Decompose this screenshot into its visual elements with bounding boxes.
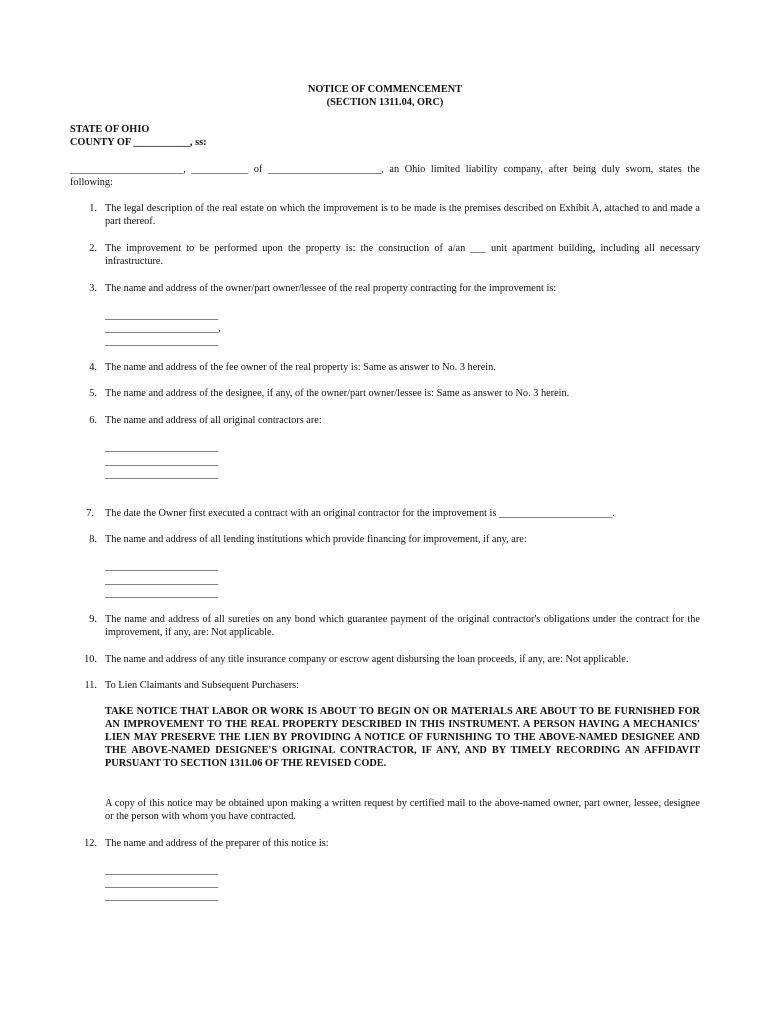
intro-paragraph: ______________________, ___________ of ______________________, an Ohio limited liability company, after being duly sworn, states the following: [70, 164, 700, 188]
blank-line: ______________________ [105, 865, 219, 876]
blank-line: ______________________ [105, 456, 219, 467]
list-item [70, 282, 700, 295]
item-text: The name and address of all lending institutions which provide financing for improvement, if any, are: [105, 534, 527, 545]
list-item [70, 387, 700, 400]
list-item [70, 361, 700, 374]
item-text: The name and address of the owner/part owner/lessee of the real property contracting for the improvement is: [105, 283, 557, 294]
list-item [70, 837, 700, 850]
item-number: 3. [89, 283, 97, 294]
item-number: 12. [84, 838, 97, 849]
venue-county: COUNTY OF ___________, ss: [70, 137, 207, 148]
item-text: The improvement to be performed upon the property is: the construction of a/an ___ unit apartment building, including all necessary infrastructure. [105, 243, 700, 267]
lien-notice: TAKE NOTICE THAT LABOR OR WORK IS ABOUT TO BEGIN ON OR MATERIALS ARE ABOUT TO BE FURNISHED FOR AN IMPROVEMENT TO THE REAL PROPERTY DESCRIBED IN THIS INSTRUMENT. A PERSON HAVING A MECHANICS' LIEN MAY PRESERVE THE LIEN BY PROVIDING A NOTICE OF FURNISHING TO THE ABOVE-NAMED DESIGNEE AND THE ABOVE-NAMED DESIGNEE'S ORIGINAL CONTRACTOR, IF ANY, AND BY TIMELY RECORDING AN AFFIDAVIT PURSUANT TO SECTION 1311.06 OF THE REVISED CODE. [105, 706, 700, 769]
item-number: 2. [89, 243, 97, 254]
item-text: The name and address of the designee, if any, of the owner/part owner/lessee is: Same as answer to No. 3 herein. [105, 388, 570, 399]
venue-state: STATE OF OHIO [70, 124, 150, 135]
blank-line: ______________________, [105, 323, 221, 334]
blank-line: ______________________ [105, 310, 219, 321]
item-number: 7. [86, 508, 94, 519]
list-item [70, 613, 700, 639]
list-item [70, 507, 700, 520]
list-item [70, 242, 700, 268]
blank-line: ______________________ [105, 575, 219, 586]
item-number: 10. [84, 654, 97, 665]
blank-line: ______________________ [105, 561, 219, 572]
document-title: NOTICE OF COMMENCEMENT [307, 84, 463, 95]
list-item [70, 202, 700, 228]
item-text: To Lien Claimants and Subsequent Purchasers: [105, 680, 300, 691]
item-text: The name and address of all sureties on any bond which guarantee payment of the original contractor's obligations under the contract for the improvement, if any, are: Not applicable. [105, 614, 700, 638]
item-text: The legal description of the real estate on which the improvement is to be made is the premises described on Exhibit A, attached to and made a part thereof. [105, 203, 700, 227]
item-text: The name and address of the fee owner of the real property is: Same as answer to No. 3 herein. [105, 362, 496, 373]
item-number: 4. [89, 362, 97, 373]
item-number: 5. [89, 388, 97, 399]
item-text: The name and address of all original contractors are: [105, 415, 322, 426]
list-item [70, 653, 700, 666]
list-item [70, 414, 700, 427]
item-text: The name and address of any title insurance company or escrow agent disbursing the loan proceeds, if any, are: Not applicable. [105, 654, 629, 665]
blank-line: ______________________ [105, 878, 219, 889]
blank-line: ______________________ [105, 588, 219, 599]
blank-line: ______________________ [105, 442, 219, 453]
item-text: The date the Owner first executed a contract with an original contractor for the improvement is ______________________. [105, 508, 615, 519]
item-number: 9. [89, 614, 97, 625]
copy-notice-paragraph: A copy of this notice may be obtained upon making a written request by certified mail to the above-named owner, part owner, lessee, designee or the person with whom you have contracted. [105, 798, 700, 822]
item-text: The name and address of the preparer of this notice is: [105, 838, 329, 849]
document-subtitle: (SECTION 1311.04, ORC) [326, 97, 444, 108]
item-number: 6. [89, 415, 97, 426]
item-number: 8. [89, 534, 97, 545]
blank-line: ______________________ [105, 891, 219, 902]
item-number: 1. [89, 203, 97, 214]
blank-line: ______________________ [105, 469, 219, 480]
list-item [70, 679, 700, 692]
item-number: 11. [84, 680, 97, 691]
list-item [70, 533, 700, 546]
blank-line: ______________________ [105, 336, 219, 347]
